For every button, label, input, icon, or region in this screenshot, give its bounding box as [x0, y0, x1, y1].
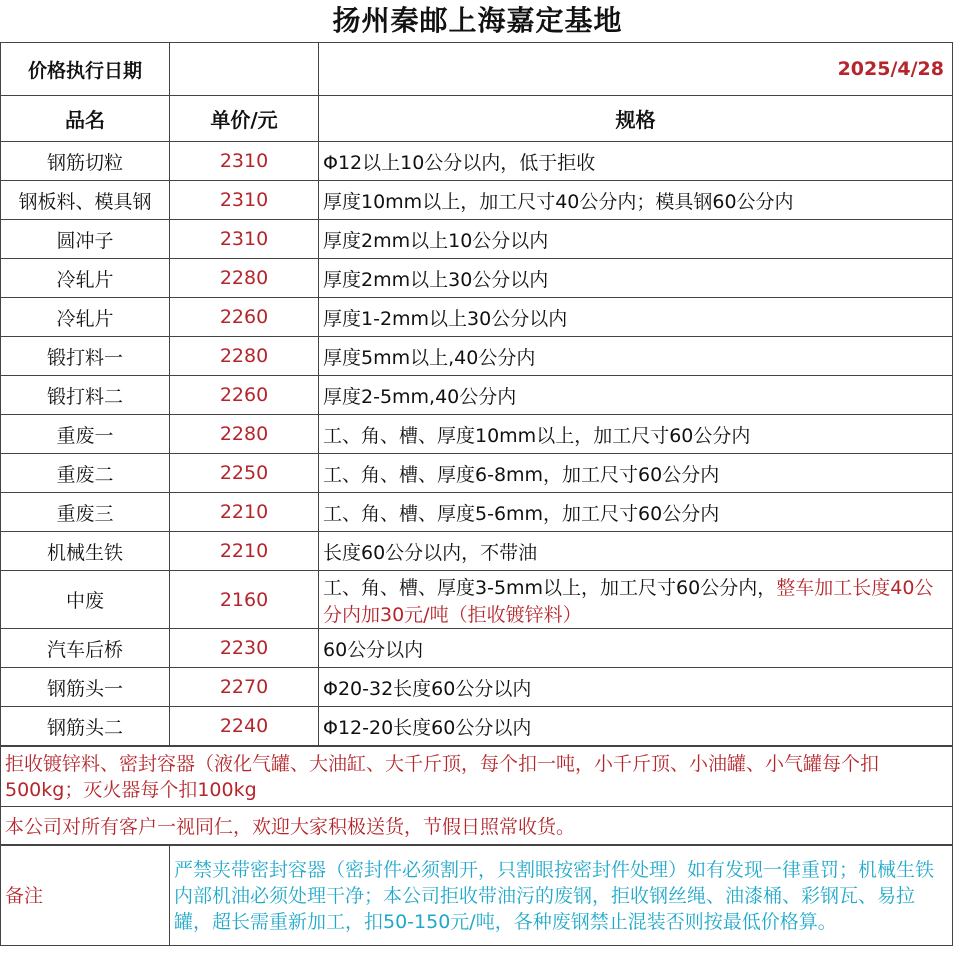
item-spec-text: 厚度2mm以上10公分以内 [323, 229, 549, 252]
item-name: 钢板料、模具钢 [1, 181, 170, 220]
page-title: 扬州秦邮上海嘉定基地 [332, 4, 623, 37]
table-row [1, 376, 953, 415]
remark-text: 严禁夹带密封容器（密封件必须割开，只割眼按密封件处理）如有发现一律重罚；机械生铁内部机油必须处理干净；本公司拒收带油污的废钢，拒收钢丝绳、油漆桶、彩钢瓦、易拉罐，超长需重新加工，扣50-150元/吨，各种废钢禁止混装否则按最低价格算。 [170, 846, 953, 946]
notice-reject: 拒收镀锌料、密封容器（液化气罐、大油缸、大千斤顶，每个扣一吨，小千斤顶、小油罐、小气罐每个扣500kg；灭火器每个扣100kg [1, 747, 953, 807]
item-spec [319, 668, 953, 707]
date-value: 2025/4/28 [319, 43, 953, 96]
item-spec [319, 415, 953, 454]
item-price: 2210 [170, 532, 319, 571]
header-spec: 规格 [319, 96, 953, 142]
item-name: 重废三 [1, 493, 170, 532]
item-spec-text: Φ20-32长度60公分以内 [323, 677, 532, 700]
item-name: 冷轧片 [1, 259, 170, 298]
item-spec-text: 厚度10mm以上，加工尺寸40公分内；模具钢60公分内 [323, 190, 794, 213]
table-row [1, 259, 953, 298]
item-spec [319, 337, 953, 376]
item-name: 冷轧片 [1, 298, 170, 337]
item-spec-text: 工、角、槽、厚度6-8mm，加工尺寸60公分内 [323, 463, 720, 486]
item-price: 2210 [170, 493, 319, 532]
item-price: 2160 [170, 571, 319, 629]
item-name: 重废一 [1, 415, 170, 454]
item-name: 钢筋切粒 [1, 142, 170, 181]
item-price: 2310 [170, 181, 319, 220]
item-price: 2240 [170, 707, 319, 746]
item-spec [319, 707, 953, 746]
item-price: 2230 [170, 629, 319, 668]
date-label: 价格执行日期 [1, 43, 170, 96]
table-row [1, 532, 953, 571]
item-price: 2280 [170, 259, 319, 298]
notice-fair: 本公司对所有客户一视同仁，欢迎大家积极送货，节假日照常收货。 [1, 807, 953, 845]
item-spec-text: 厚度1-2mm以上30公分以内 [323, 307, 568, 330]
item-price: 2310 [170, 142, 319, 181]
item-price: 2310 [170, 220, 319, 259]
item-spec [319, 181, 953, 220]
item-spec-text: 工、角、槽、厚度5-6mm，加工尺寸60公分内 [323, 502, 720, 525]
item-price: 2270 [170, 668, 319, 707]
table-row [1, 571, 953, 629]
item-name: 机械生铁 [1, 532, 170, 571]
table-row [1, 220, 953, 259]
table-body [1, 142, 953, 746]
item-spec-text: 60公分以内 [323, 638, 424, 661]
item-spec [319, 493, 953, 532]
remark-table [0, 845, 953, 946]
item-price: 2250 [170, 454, 319, 493]
item-spec-text: 厚度2mm以上30公分以内 [323, 268, 549, 291]
item-spec [319, 376, 953, 415]
item-name: 钢筋头二 [1, 707, 170, 746]
item-name: 锻打料二 [1, 376, 170, 415]
item-spec-text: Φ12-20长度60公分以内 [323, 716, 532, 739]
item-price: 2280 [170, 337, 319, 376]
item-spec [319, 629, 953, 668]
table-row [1, 415, 953, 454]
table-row [1, 298, 953, 337]
item-price: 2280 [170, 415, 319, 454]
item-spec [319, 142, 953, 181]
item-name: 锻打料一 [1, 337, 170, 376]
header-price: 单价/元 [170, 96, 319, 142]
table-row [1, 142, 953, 181]
notes-table [0, 746, 953, 845]
table-row [1, 707, 953, 746]
item-name: 重废二 [1, 454, 170, 493]
item-name: 钢筋头一 [1, 668, 170, 707]
item-spec [319, 532, 953, 571]
table-row [1, 493, 953, 532]
item-spec [319, 259, 953, 298]
table-row [1, 668, 953, 707]
item-spec [319, 571, 953, 629]
item-price: 2260 [170, 298, 319, 337]
item-spec-text: 工、角、槽、厚度3-5mm以上，加工尺寸60公分内， [323, 576, 777, 599]
table-row [1, 337, 953, 376]
item-name: 汽车后桥 [1, 629, 170, 668]
item-spec [319, 220, 953, 259]
item-name: 中废 [1, 571, 170, 629]
item-spec-text: 厚度2-5mm,40公分内 [323, 385, 517, 408]
table-row [1, 454, 953, 493]
table-row [1, 181, 953, 220]
table-row [1, 629, 953, 668]
item-spec-text: 长度60公分以内，不带油 [323, 541, 538, 564]
remark-label: 备注 [1, 846, 170, 946]
price-table [0, 42, 953, 746]
item-spec-text: Φ12以上10公分以内，低于拒收 [323, 151, 596, 174]
item-price: 2260 [170, 376, 319, 415]
item-spec [319, 298, 953, 337]
item-spec-highlight: 整车加工长度40公分内加30元/吨（拒收镀锌料） [323, 576, 934, 626]
item-spec [319, 454, 953, 493]
item-name: 圆冲子 [1, 220, 170, 259]
item-spec-text: 厚度5mm以上,40公分内 [323, 346, 536, 369]
item-spec-text: 工、角、槽、厚度10mm以上，加工尺寸60公分内 [323, 424, 751, 447]
header-name: 品名 [1, 96, 170, 142]
date-empty-cell [170, 43, 319, 96]
